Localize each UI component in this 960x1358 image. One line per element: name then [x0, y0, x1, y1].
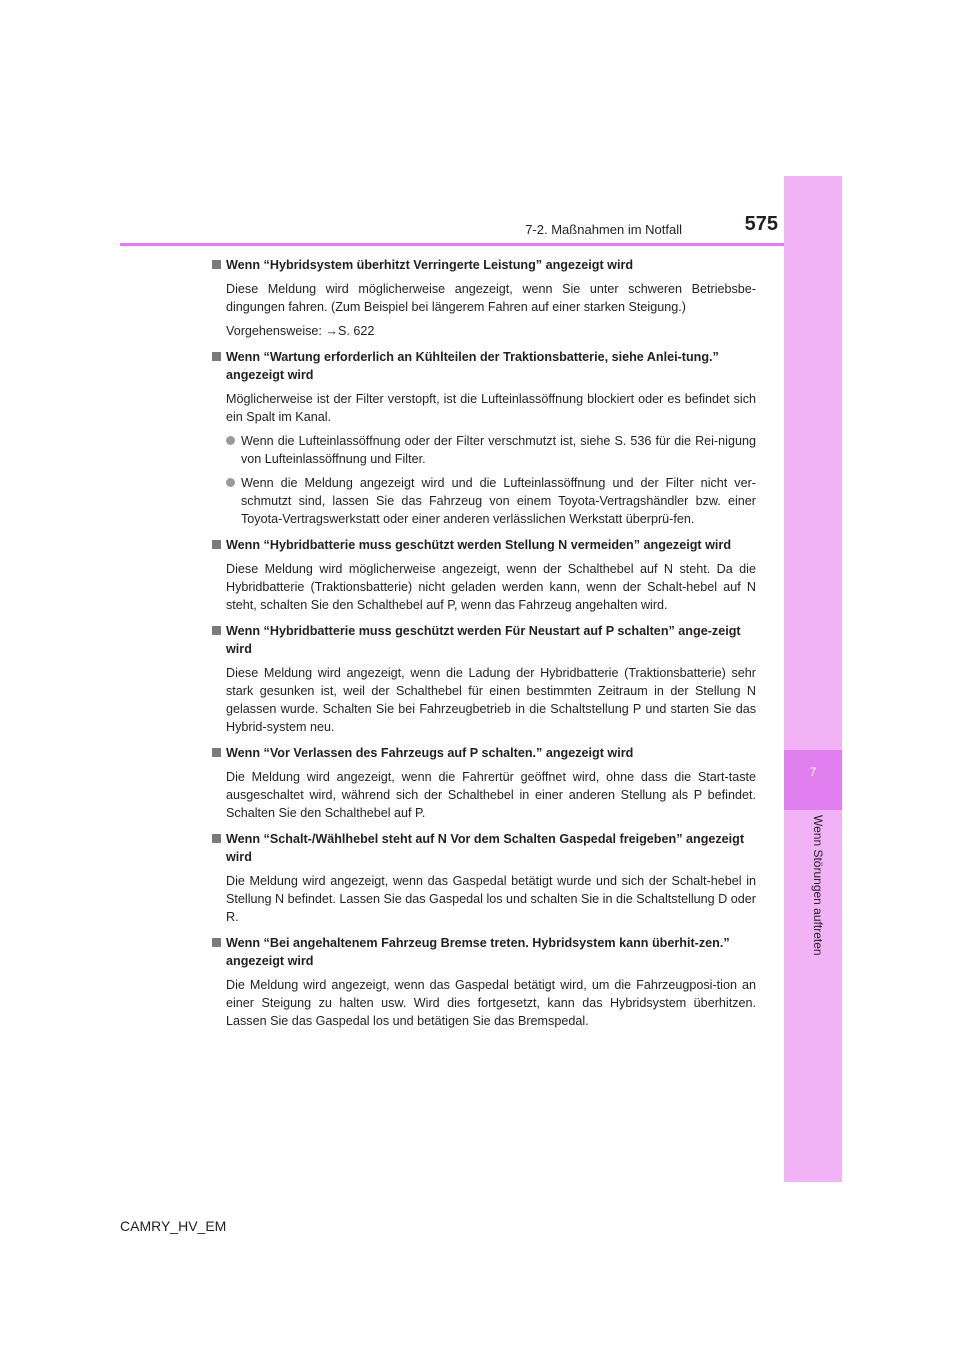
content-body	[212, 256, 756, 1038]
chapter-number: 7	[809, 765, 817, 779]
header-rule	[120, 243, 784, 246]
message-item	[212, 830, 756, 926]
item-heading: Wenn “Hybridsystem überhitzt Verringerte Leistung” angezeigt wird	[212, 256, 756, 274]
message-item	[212, 744, 756, 822]
item-paragraph: Die Meldung wird angezeigt, wenn die Fahrertür geöffnet wird, ohne dass die Start-taste ausgeschaltet wird, während sich der Schalthebel in einer anderen Stellung als P befindet. Schalten Sie den Schalthebel auf P.	[226, 770, 756, 820]
message-item	[212, 348, 756, 528]
square-bullet-icon	[212, 352, 221, 361]
item-paragraph: Die Meldung wird angezeigt, wenn das Gaspedal betätigt wird, um die Fahrzeugposi-tion an einer Steigung zu halten usw. Wird dies fortgesetzt, kann das Hybridsystem überhitzen. Lassen Sie das Gaspedal los und betätigen Sie das Bremspedal.	[226, 978, 756, 1028]
square-bullet-icon	[212, 260, 221, 269]
item-heading: Wenn “Schalt-/Wählhebel steht auf N Vor dem Schalten Gaspedal freigeben” angezeigt wird	[212, 830, 756, 866]
item-heading: Wenn “Bei angehaltenem Fahrzeug Bremse treten. Hybridsystem kann überhit-zen.” angezeigt wird	[212, 934, 756, 970]
item-paragraph: Diese Meldung wird möglicherweise angezeigt, wenn der Schalthebel auf N steht. Da die Hybridbatterie (Traktionsbatterie) nicht geladen werden kann, wenn der Schalt-hebel auf N steht, schalten Sie den Schalthebel auf P, wenn das Fahrzeug angehalten wird.	[226, 562, 756, 612]
square-bullet-icon	[212, 938, 221, 947]
square-bullet-icon	[212, 540, 221, 549]
chapter-number-marker	[784, 750, 842, 810]
item-paragraph: Diese Meldung wird möglicherweise angezeigt, wenn Sie unter schweren Betriebsbe-dingungen fahren. (Zum Beispiel bei längerem Fahren auf einer starken Steigung.)	[226, 282, 756, 314]
square-bullet-icon	[212, 748, 221, 757]
square-bullet-icon	[212, 626, 221, 635]
message-item	[212, 256, 756, 340]
item-paragraph: Diese Meldung wird angezeigt, wenn die Ladung der Hybridbatterie (Traktionsbatterie) sehr stark gesunken ist, weil der Schalthebel für einen bestimmten Zeitraum in der Stellung N gelassen wurde. Schalten Sie bei Fahrzeugbetrieb in die Schaltstellung P und starten Sie das Hybrid-system neu.	[226, 666, 756, 734]
item-heading: Wenn “Hybridbatterie muss geschützt werden Für Neustart auf P schalten” ange-zeigt wird	[212, 622, 756, 658]
bullet-point: Wenn die Lufteinlassöffnung oder der Filter verschmutzt ist, siehe S. 536 für die Rei-nigung von Lufteinlassöffnung und Filter.	[212, 432, 756, 468]
message-item	[212, 934, 756, 1030]
square-bullet-icon	[212, 834, 221, 843]
bullet-point: Wenn die Meldung angezeigt wird und die Lufteinlassöffnung und der Filter nicht ver-schmutzt sind, lassen Sie das Fahrzeug von einem Toyota-Vertragshändler bzw. einer Toyota-Vertragswerkstatt oder einer anderen verlässlichen Werkstatt überprü-fen.	[212, 474, 756, 528]
item-paragraph: Vorgehensweise: →S. 622	[226, 324, 375, 338]
round-bullet-icon	[226, 436, 235, 445]
message-item	[212, 622, 756, 736]
document-code: CAMRY_HV_EM	[120, 1218, 227, 1234]
page-number: 575	[744, 213, 778, 235]
round-bullet-icon	[226, 478, 235, 487]
item-heading: Wenn “Hybridbatterie muss geschützt werden Stellung N vermeiden” angezeigt wird	[212, 536, 756, 554]
chapter-title: Wenn Störungen auftreten	[811, 815, 825, 956]
item-heading: Wenn “Vor Verlassen des Fahrzeugs auf P schalten.” angezeigt wird	[212, 744, 756, 762]
section-label: 7-2. Maßnahmen im Notfall	[525, 222, 682, 237]
message-item	[212, 536, 756, 614]
item-paragraph: Die Meldung wird angezeigt, wenn das Gaspedal betätigt wurde und sich der Schalt-hebel in Stellung N befindet. Lassen Sie das Gaspedal los und schalten Sie in die Schaltstellung D oder R.	[226, 874, 756, 924]
item-heading: Wenn “Wartung erforderlich an Kühlteilen der Traktionsbatterie, siehe Anlei-tung.” angezeigt wird	[212, 348, 756, 384]
item-paragraph: Möglicherweise ist der Filter verstopft, ist die Lufteinlassöffnung blockiert oder es befindet sich ein Spalt im Kanal.	[226, 392, 756, 424]
chapter-side-tab	[784, 176, 842, 1182]
